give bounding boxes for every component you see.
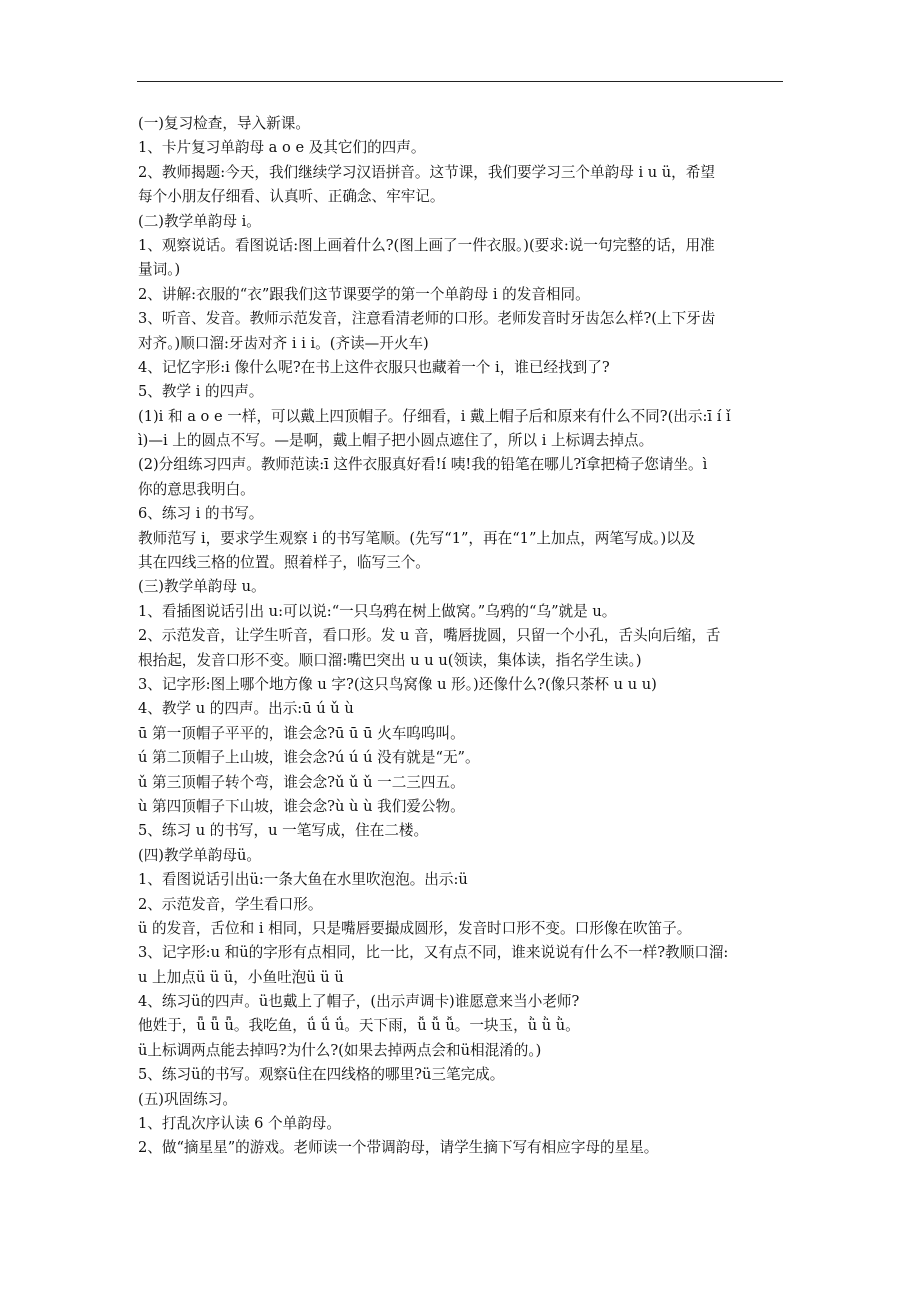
text-line: 对齐。)顺口溜:牙齿对齐 i i i。(齐读—开火车) xyxy=(138,334,429,352)
text-line: 5、练习 u 的书写，u 一笔写成，住在二楼。 xyxy=(138,822,429,840)
text-line: (二)教学单韵母 i。 xyxy=(138,212,261,230)
text-line: (2)分组练习四声。教师范读:ī 这件衣服真好看!í 咦!我的铅笔在哪儿?ǐ拿把椅子您请坐。ì xyxy=(138,456,708,474)
text-line: ì)—i 上的圆点不写。—是啊，戴上帽子把小圆点遮住了，所以 i 上标调去掉点。 xyxy=(138,432,654,450)
text-line: 5、教学 i 的四声。 xyxy=(138,383,264,401)
document-body xyxy=(138,112,784,1161)
text-line: 根抬起，发音口形不变。顺口溜:嘴巴突出 u u u(领读，集体读，指名学生读。) xyxy=(138,651,642,669)
text-line: 2、示范发音，学生看口形。 xyxy=(138,895,323,913)
text-line: 1、观察说话。看图说话:图上画着什么?(图上画了一件衣服。)(要求:说一句完整的话，用准 xyxy=(138,236,715,254)
text-line: 1、看插图说话引出 u:可以说:“一只乌鸦在树上做窝。”乌鸦的“乌”就是 u。 xyxy=(138,602,617,620)
text-line: 5、练习ü的书写。观察ü住在四线格的哪里?ü三笔完成。 xyxy=(138,1066,505,1084)
text-line: 1、打乱次序认读 6 个单韵母。 xyxy=(138,1115,341,1133)
text-line: 2、示范发音，让学生听音，看口形。发 u 音，嘴唇拢圆，只留一个小孔，舌头向后缩，舌 xyxy=(138,627,721,645)
text-line: 其在四线三格的位置。照着样子，临写三个。 xyxy=(138,554,430,572)
text-line: ǔ 第三顶帽子转个弯，谁会念?ǔ ǔ ǔ 一二三四五。 xyxy=(138,773,465,791)
text-line: u 上加点ü ü ü，小鱼吐泡ü ü ü xyxy=(138,968,344,986)
text-line: ú 第二顶帽子上山坡，谁会念?ú ú ú 没有就是“无”。 xyxy=(138,749,480,767)
text-line: 4、记忆字形:i 像什么呢?在书上这件衣服只也藏着一个 i，谁已经找到了? xyxy=(138,358,610,376)
text-line: 每个小朋友仔细看、认真听、正确念、牢牢记。 xyxy=(138,188,445,206)
text-line: (一)复习检查，导入新课。 xyxy=(138,115,310,132)
text-line: ù 第四顶帽子下山坡，谁会念?ù ù ù 我们爱公物。 xyxy=(138,797,465,815)
text-line: 6、练习 i 的书写。 xyxy=(138,505,264,523)
text-line: 3、听音、发音。教师示范发音，注意看清老师的口形。老师发音时牙齿怎么样?(上下牙齿 xyxy=(138,310,716,328)
text-line: (1)i 和 a o e 一样，可以戴上四顶帽子。仔细看，i 戴上帽子后和原来有什么不同?(出示:ī í ǐ xyxy=(138,407,731,425)
text-line: 3、记字形:u 和ü的字形有点相同，比一比，又有点不同，谁来说说有什么不一样?教顺口溜: xyxy=(138,944,729,962)
text-line: 4、练习ü的四声。ü也戴上了帽子，(出示声调卡)谁愿意来当小老师? xyxy=(138,993,580,1011)
text-line: 3、记字形:图上哪个地方像 u 字?(这只鸟窝像 u 形。)还像什么?(像只茶杯 u u u) xyxy=(138,675,657,693)
text-line: ü 的发音，舌位和 i 相同，只是嘴唇要撮成圆形，发音时口形不变。口形像在吹笛子。 xyxy=(138,919,692,937)
text-line: (四)教学单韵母ü。 xyxy=(138,846,261,864)
text-line: 2、教师揭题:今天，我们继续学习汉语拼音。这节课，我们要学习三个单韵母 i u ü，希望 xyxy=(138,163,715,181)
text-line: 教师范写 i，要求学生观察 i 的书写笔顺。(先写“1”，再在“1”上加点，两笔写成。)以及 xyxy=(138,529,696,547)
text-line: ū 第一顶帽子平平的，谁会念?ū ū ū 火车呜呜叫。 xyxy=(138,724,465,742)
text-line: (三)教学单韵母 u。 xyxy=(138,578,266,596)
text-line: 2、讲解:衣服的“衣”跟我们这节课要学的第一个单韵母 i 的发音相同。 xyxy=(138,285,590,303)
text-line: 2、做“摘星星”的游戏。老师读一个带调韵母，请学生摘下写有相应字母的星星。 xyxy=(138,1139,659,1157)
text-line: ü上标调两点能去掉吗?为什么?(如果去掉两点会和ü相混淆的。) xyxy=(138,1041,542,1059)
text-line: 量词。) xyxy=(138,261,181,279)
header-rule xyxy=(137,81,783,82)
text-line: 1、看图说话引出ü:一条大鱼在水里吹泡泡。出示:ü xyxy=(138,871,468,889)
text-line: 1、卡片复习单韵母 a o e 及其它们的四声。 xyxy=(138,139,426,157)
text-line: 你的意思我明白。 xyxy=(138,480,255,498)
text-line: (五)巩固练习。 xyxy=(138,1090,237,1108)
text-line: 他姓于，ǖ ǖ ǖ。我吃鱼，ǘ ǘ ǘ。天下雨，ǚ ǚ ǚ。一块玉，ǜ ǜ ǜ。 xyxy=(138,1017,580,1035)
text-line: 4、教学 u 的四声。出示:ū ú ǔ ù xyxy=(138,700,354,718)
